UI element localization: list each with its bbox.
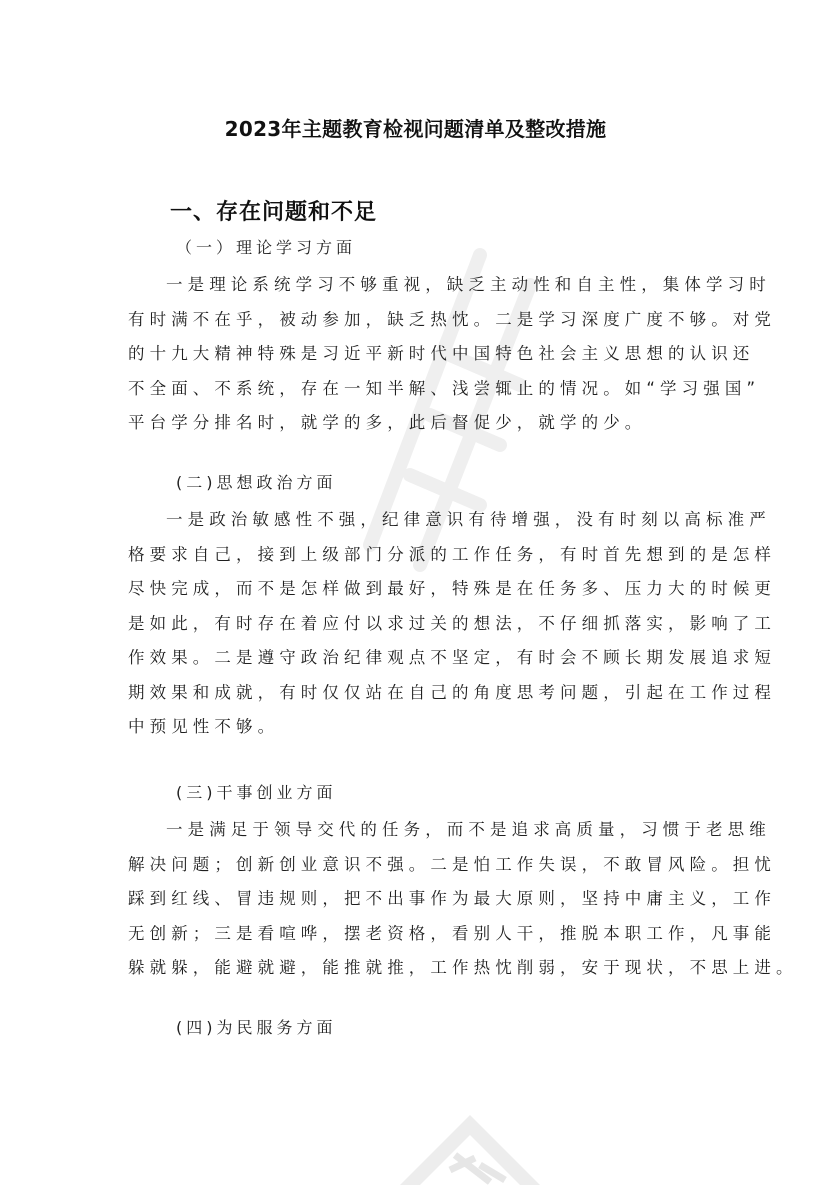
- paragraph-line: 解决问题；创新创业意识不强。二是怕工作失误，不敢冒风险。担忧: [128, 854, 776, 874]
- paragraph-line: 有时满不在乎，被动参加，缺乏热忱。二是学习深度广度不够。对党: [128, 309, 776, 329]
- watermark-diamond-icon: [395, 1110, 545, 1190]
- subsection-heading-entrepreneurship: (三)干事创业方面: [176, 783, 337, 802]
- paragraph-political-thought: [128, 503, 776, 745]
- subsection-heading-public-service: (四)为民服务方面: [176, 1018, 337, 1037]
- paragraph-line: 平台学分排名时，就学的多，此后督促少，就学的少。: [128, 413, 647, 432]
- section-heading-problems: 一、存在问题和不足: [170, 200, 378, 225]
- paragraph-line: 作效果。二是遵守政治纪律观点不坚定，有时会不顾长期发展追求短: [128, 648, 776, 667]
- paragraph-line: 踩到红线、冒违规则，把不出事作为最大原则，坚持中庸主义，工作: [128, 889, 776, 908]
- paragraph-line: 是如此，有时存在着应付以求过关的想法，不仔细抓落实，影响了工: [128, 613, 776, 633]
- paragraph-entrepreneurship: [128, 813, 798, 986]
- paragraph-line: 格要求自己，接到上级部门分派的工作任务，有时首先想到的是怎样: [128, 544, 776, 564]
- paragraph-line: 期效果和成就，有时仅仅站在自己的角度思考问题，引起在工作过程: [128, 682, 776, 702]
- paragraph-line: 一是满足于领导交代的任务，而不是追求高质量，习惯于老思维: [166, 820, 771, 839]
- subsection-heading-political-thought: (二)思想政治方面: [176, 473, 337, 492]
- paragraph-line: 躲就躲，能避就避，能推就推，工作热忱削弱，安于现状，不思上进。: [128, 958, 798, 977]
- paragraph-line: 尽快完成，而不是怎样做到最好，特殊是在任务多、压力大的时候更: [128, 579, 776, 598]
- paragraph-line: 一是政治敏感性不强，纪律意识有待增强，没有时刻以高标准严: [166, 510, 771, 529]
- paragraph-line: 一是理论系统学习不够重视，缺乏主动性和自主性，集体学习时: [166, 275, 771, 294]
- paragraph-line: 不全面、不系统，存在一知半解、浅尝辄止的情况。如“学习强国”: [128, 378, 761, 398]
- paragraph-line: 中预见性不够。: [128, 717, 280, 736]
- paragraph-line: 无创新；三是看喧哗，摆老资格，看别人干，推脱本职工作，凡事能: [128, 923, 776, 943]
- paragraph-line: 的十九大精神特殊是习近平新时代中国特色社会主义思想的认识还: [128, 344, 755, 363]
- document-title: 2023年主题教育检视问题清单及整改措施: [224, 117, 607, 141]
- paragraph-theory-study: [128, 268, 776, 441]
- subsection-heading-theory-study: （一）理论学习方面: [176, 238, 357, 257]
